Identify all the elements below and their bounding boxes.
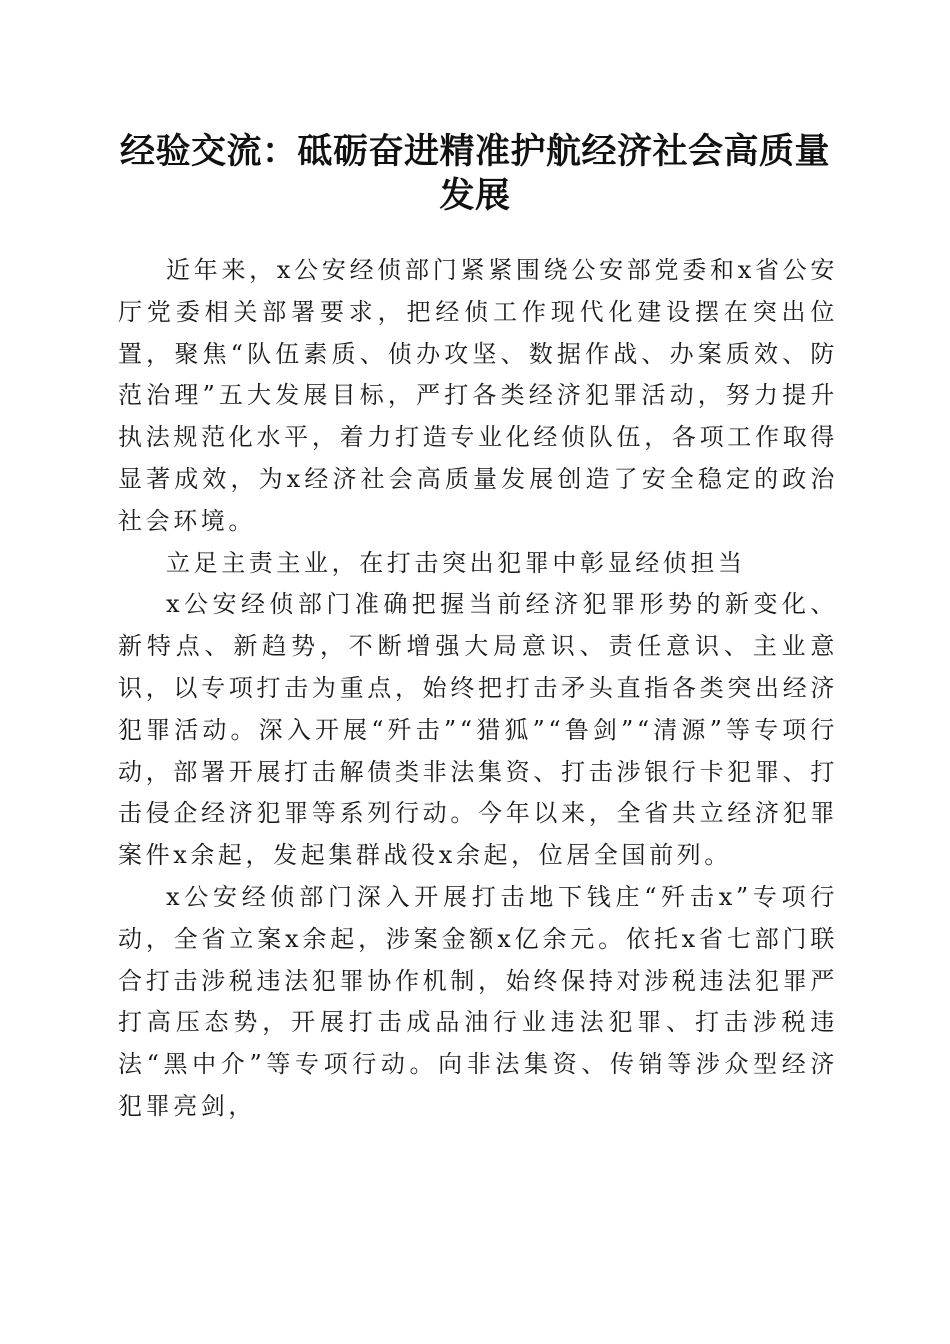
- document-body: [118, 250, 838, 1128]
- paragraph-special-operations: x公安经侦部门准确把握当前经济犯罪形势的新变化、新特点、新趋势，不断增强大局意识、责任意识、主业意识，以专项打击为重点，始终把打击矛头直指各类突出经济犯罪活动。深入开展“歼击”“猎狐”“鲁剑”“清源”等专项行动，部署开展打击解债类非法集资、打击涉银行卡犯罪、打击侵企经济犯罪等系列行动。今年以来，全省共立经济犯罪案件x余起，发起集群战役x余起，位居全国前列。: [118, 590, 838, 870]
- paragraph-underground-banking: x公安经侦部门深入开展打击地下钱庄“歼击x”专项行动，全省立案x余起，涉案金额x亿余元。依托x省七部门联合打击涉税违法犯罪协作机制，始终保持对涉税违法犯罪严打高压态势，开展打击成品油行业违法犯罪、打击涉税违法“黑中介”等专项行动。向非法集资、传销等涉众型经济犯罪亮剑，: [118, 882, 838, 1120]
- section-heading: 立足主责主业，在打击突出犯罪中彰显经侦担当: [166, 548, 746, 577]
- paragraph-intro: 近年来，x公安经侦部门紧紧围绕公安部党委和x省公安厅党委相关部署要求，把经侦工作现代化建设摆在突出位置，聚焦“队伍素质、侦办攻坚、数据作战、办案质效、防范治理”五大发展目标，严打各类经济犯罪活动，努力提升执法规范化水平，着力打造专业化经侦队伍，各项工作取得显著成效，为x经济社会高质量发展创造了安全稳定的政治社会环境。: [118, 256, 838, 535]
- document-title: 经验交流：砥砺奋进精准护航经济社会高质量发展: [119, 131, 830, 216]
